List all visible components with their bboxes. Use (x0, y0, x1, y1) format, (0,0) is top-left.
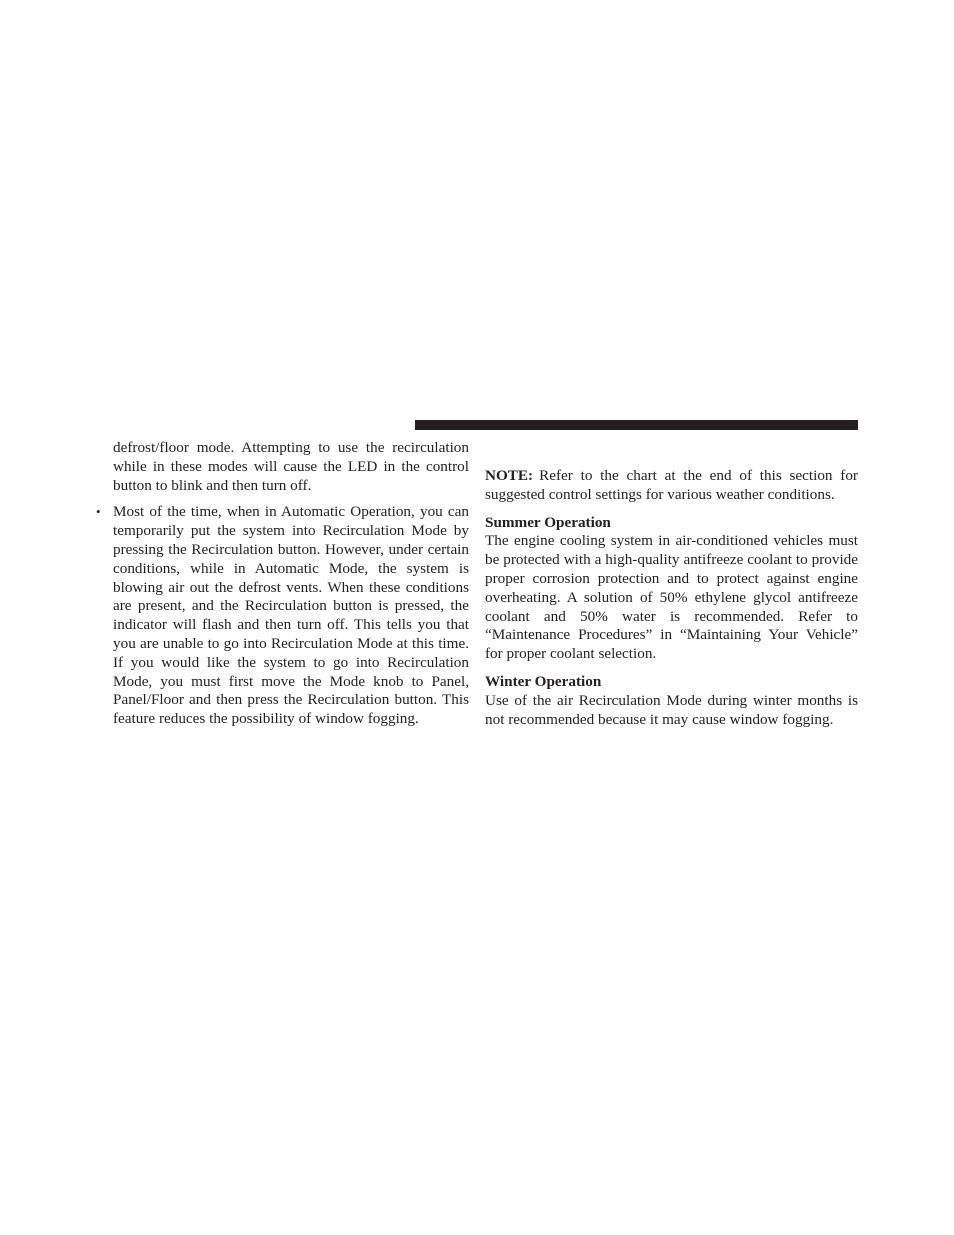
note-label: NOTE: (485, 467, 534, 484)
bullet-list-item (96, 503, 469, 729)
bullet-paragraph: Most of the time, when in Automatic Operation, you can temporarily put the system into Recirculation Mode by pressing the Recirculation button. However, under certain conditions, while in Automatic Mode, the system is blowing air out the defrost vents. When these conditions are present, and the Recirculation button is pressed, the indicator will flash and then turn off. This tells you that you are unable to go into Recirculation Mode at this time. If you would like the system to go into Recirculation Mode, you must first move the Mode knob to Panel, Panel/Floor and then press the Recirculation button. This feature reduces the possibility of window fogging. (113, 503, 469, 728)
summer-operation-paragraph: The engine cooling system in air-conditioned vehicles must be protected with a high-quality antifreeze coolant to provide proper corrosion protection and to protect against engine overheating. A solution of 50% ethylene glycol antifreeze coolant and 50% water is recommended. Refer to “Maintenance Procedures” in “Maintaining Your Vehicle” for proper coolant selection. (485, 532, 858, 663)
note-paragraph (485, 467, 858, 505)
winter-operation-heading: Winter Operation (485, 672, 602, 690)
summer-operation-heading: Summer Operation (485, 513, 611, 531)
winter-operation-paragraph: Use of the air Recirculation Mode during winter months is not recommended because it may cause window fogging. (485, 691, 858, 728)
continuation-paragraph: defrost/floor mode. Attempting to use the recirculation while in these modes will cause the LED in the control button to blink and then turn off. (113, 439, 469, 494)
left-column (96, 439, 469, 729)
bullet-icon: • (96, 504, 101, 520)
right-column (485, 467, 858, 729)
section-header-bar (415, 420, 858, 430)
note-text: Refer to the chart at the end of this section for suggested control settings for various weather conditions. (485, 467, 858, 503)
